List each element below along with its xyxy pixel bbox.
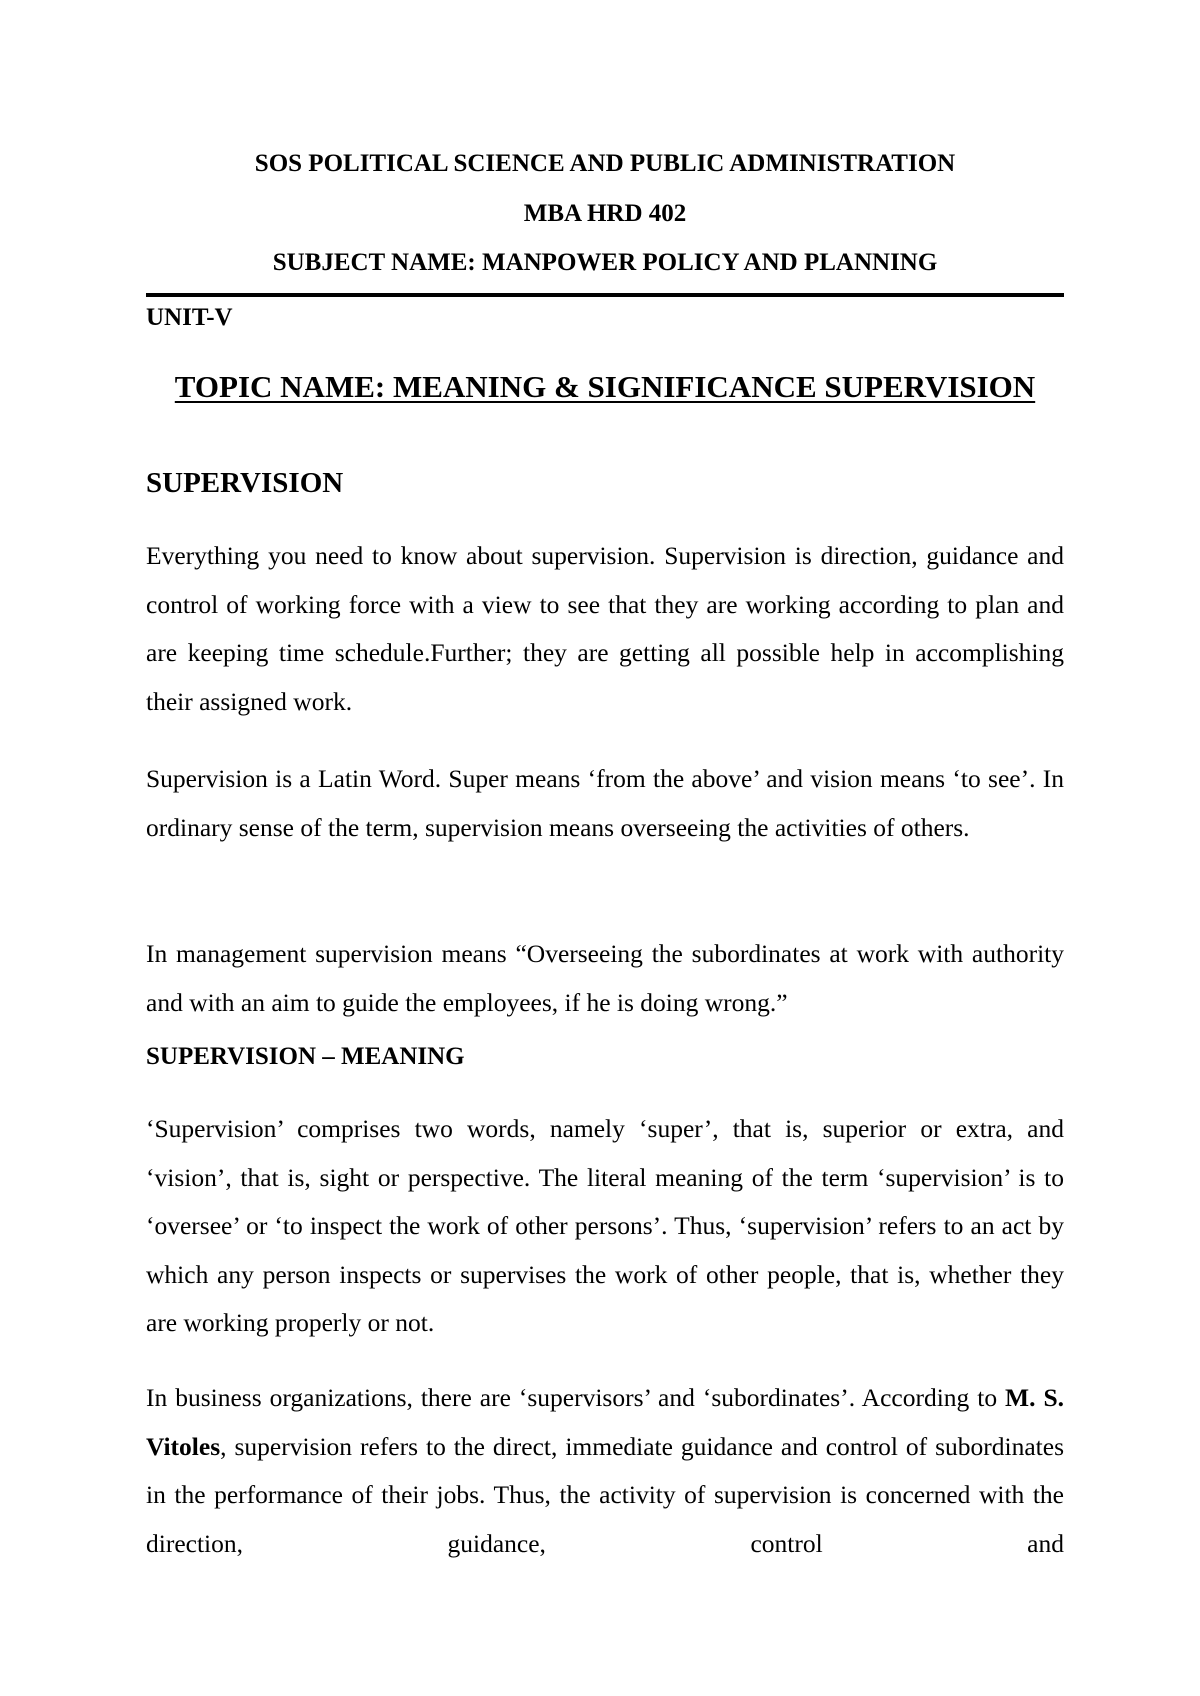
subject-name: SUBJECT NAME: MANPOWER POLICY AND PLANNING: [272, 249, 938, 276]
paragraph-two-words: ‘Supervision’ comprises two words, namely ‘super’, that is, superior or extra, and ‘vision’, that is, sight or perspective. The literal meaning of the term ‘supervision’ is to ‘oversee’ or ‘to inspect the work of other persons’. Thus, ‘supervision’ refers to an act by which any person inspects or supervises the work of other people, that is, whether they are working properly or not.: [146, 1114, 1064, 1337]
course-code: MBA HRD 402: [523, 200, 687, 227]
header-divider: [146, 293, 1064, 297]
document-page: [146, 0, 1064, 1696]
author-name: M. S. Vitoles: [146, 1383, 1065, 1461]
paragraph-text-start: In business organizations, there are ‘supervisors’ and ‘subordinates’. According to: [146, 1383, 1006, 1412]
paragraph-intro: Everything you need to know about supervision. Supervision is direction, guidance and control of working force with a view to see that they are working according to plan and are keeping time schedule.Further; they are getting all possible help in accomplishing their assigned work.: [146, 541, 1064, 716]
unit-label: UNIT-V: [146, 304, 233, 331]
department-title: SOS POLITICAL SCIENCE AND PUBLIC ADMINISTRATION: [254, 150, 956, 177]
section-heading-supervision: SUPERVISION: [146, 467, 344, 499]
topic-title: TOPIC NAME: MEANING & SIGNIFICANCE SUPERVISION: [174, 369, 1036, 404]
paragraph-business-organizations: [146, 1374, 1064, 1568]
section-heading-meaning: SUPERVISION – MEANING: [146, 1043, 465, 1070]
paragraph-latin-word: Supervision is a Latin Word. Super means ‘from the above’ and vision means ‘to see’. In ordinary sense of the term, supervision means overseeing the activities of others.: [146, 764, 1064, 842]
paragraph-text-end: , supervision refers to the direct, immediate guidance and control of subordinates in the performance of their jobs. Thus, the activity of supervision is concerned with the direction, guidance, control and: [146, 1431, 1064, 1558]
paragraph-management-definition: In management supervision means “Overseeing the subordinates at work with authority and with an aim to guide the employees, if he is doing wrong.”: [146, 939, 1064, 1017]
